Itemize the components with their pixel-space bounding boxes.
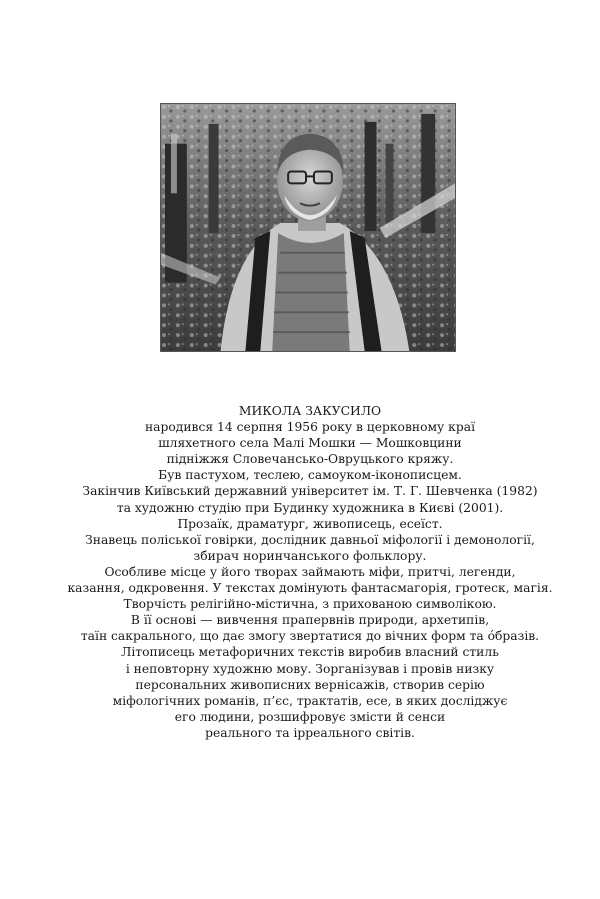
bio-line: реального та ірреального світів. <box>205 725 415 740</box>
bio-line: его людини, розшифровує змісти й сенси <box>174 709 446 724</box>
author-photo <box>160 103 456 352</box>
bio-line: Прозаїк, драматург, живописець, есеїст. <box>177 516 443 531</box>
bio-line: збирач норинчанського фольклору. <box>193 548 427 563</box>
bio-line: та художню студію при Будинку художника в Києві (2001). <box>116 500 504 515</box>
bio-line: таїн сакрального, що дає змогу звертатися до вічних форм та óбразів. <box>80 629 540 644</box>
bio-line: Особливе місце у його творах займають міфи, притчі, легенди, <box>104 564 516 579</box>
bio-line: підніжжя Словечансько-Овруцького кряжу. <box>166 452 454 467</box>
bio-line: міфологічних романів, п’єс, трактатів, есе, в яких досліджує <box>112 693 508 708</box>
bio-line: Закінчив Київський державний університет ім. Т. Г. Шевченка (1982) <box>82 484 538 499</box>
bio-line: і неповторну художню мову. Зорганізував і провів низку <box>125 661 495 676</box>
bio-line: Був пастухом, теслею, самоуком-іконописцем. <box>158 468 462 483</box>
bio-line: Літописець метафоричних текстів виробив власний стиль <box>121 645 499 660</box>
author-photo-icon <box>161 104 455 351</box>
bio-line: казання, одкровення. У текстах домінують фантасмагорія, гротеск, магія. <box>67 581 553 596</box>
author-bio <box>60 403 560 741</box>
bio-line: В її основі — вивчення прапервнів природи, архетипів, <box>130 613 490 628</box>
bio-line: шляхетного села Малі Мошки — Мошковцини <box>158 436 462 451</box>
bio-line: персональних живописних вернісажів, створив серію <box>135 677 485 692</box>
bio-line: народився 14 серпня 1956 року в церковному краї <box>144 420 476 435</box>
bio-line: Знавець поліської говірки, дослідник давньої міфології і демонології, <box>85 532 535 547</box>
author-name: МИКОЛА ЗАКУСИЛО <box>238 404 382 418</box>
bio-line: Творчість релігійно-містична, з прихованою символікою. <box>123 597 497 612</box>
